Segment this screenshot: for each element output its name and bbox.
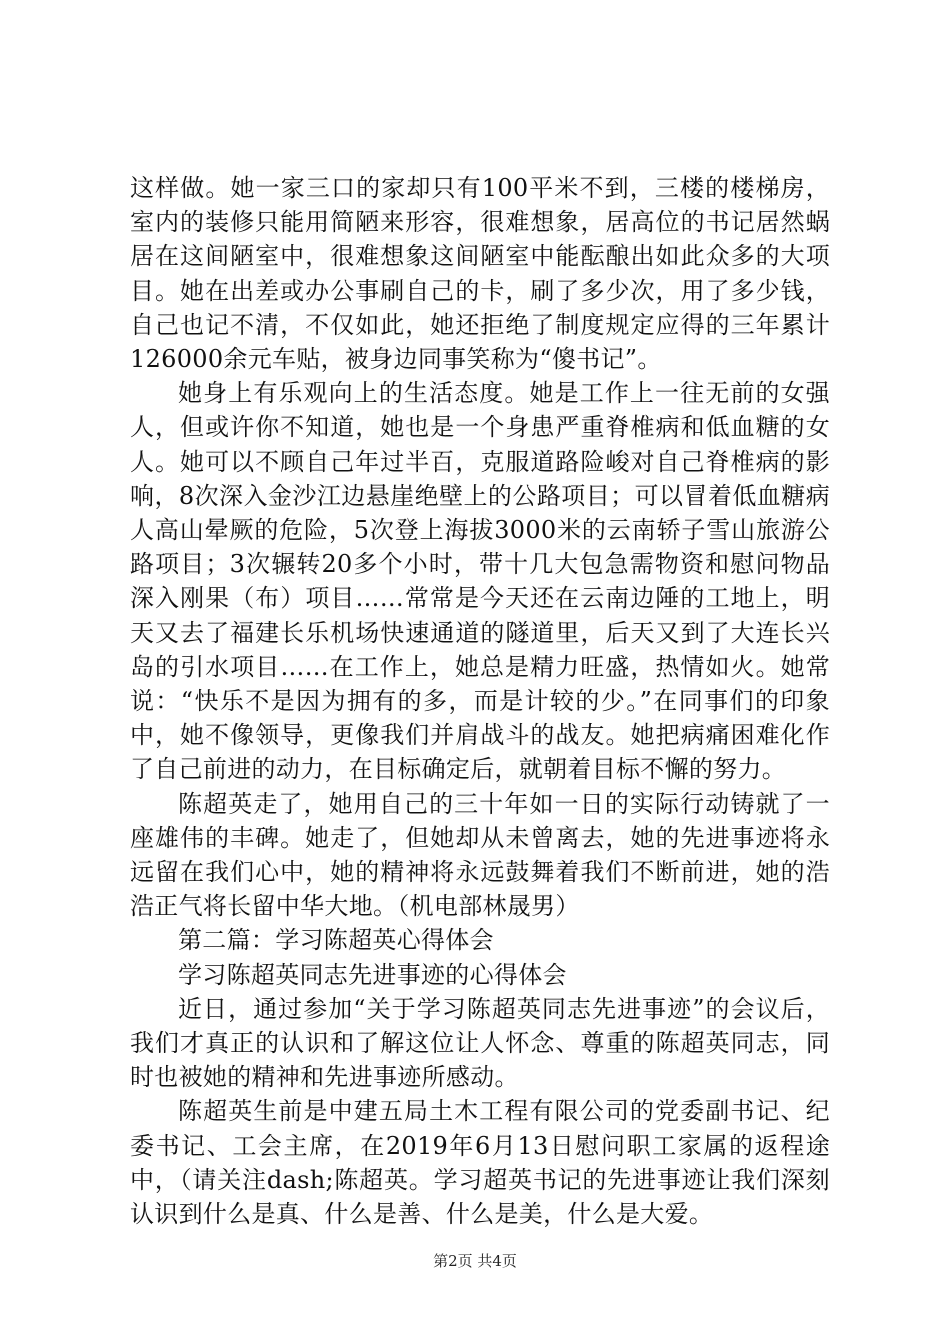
paragraph-4: 近日，通过参加“关于学习陈超英同志先进事迹”的会议后，我们才真正的认识和了解这位让人怀念、尊重的陈超英同志，同时也被她的精神和先进事迹所感动。 [130, 994, 830, 1092]
section-title: 第二篇：学习陈超英心得体会 [178, 926, 494, 955]
article-title: 学习陈超英同志先进事迹的心得体会 [178, 960, 567, 989]
paragraph-5: 陈超英生前是中建五局土木工程有限公司的党委副书记、纪委书记、工会主席，在2019年6月13日慰问职工家属的返程途中，（请关注dash;陈超英。学习超英书记的先进事迹让我们深刻认识到什么是真、什么是善、什么是美，什么是大爱。 [130, 1097, 830, 1229]
paragraph-1: 这样做。她一家三口的家却只有100平米不到，三楼的楼梯房，室内的装修只能用简陋来形容，很难想象，居高位的书记居然蜗居在这间陋室中，很难想象这间陋室中能酝酿出如此众多的大项目。她在出差或办公事刷自己的卡，刷了多少次，用了多少钱，自己也记不清，不仅如此，她还拒绝了制度规定应得的三年累计126000余元车贴，被身边同事笑称为“傻书记”。 [130, 174, 830, 374]
document-body [130, 171, 830, 1231]
paragraph-3: 陈超英走了，她用自己的三十年如一日的实际行动铸就了一座雄伟的丰碑。她走了，但她却从未曾离去，她的先进事迹将永远留在我们心中，她的精神将永远鼓舞着我们不断前进，她的浩浩正气将长留中华大地。（机电部林晟男） [130, 789, 830, 921]
paragraph-2: 她身上有乐观向上的生活态度。她是工作上一往无前的女强人，但或许你不知道，她也是一个身患严重脊椎病和低血糖的女人。她可以不顾自己年过半百，克服道路险峻对自己脊椎病的影响，8次深入金沙江边悬崖绝壁上的公路项目；可以冒着低血糖病人高山晕厥的危险，5次登上海拔3000米的云南轿子雪山旅游公路项目；3次辗转20多个小时，带十几大包急需物资和慰问物品深入刚果（布）项目……常常是今天还在云南边陲的工地上，明天又去了福建长乐机场快速通道的隧道里，后天又到了大连长兴岛的引水项目……在工作上，她总是精力旺盛，热情如火。她常说：“快乐不是因为拥有的多，而是计较的少。”在同事们的印象中，她不像领导，更像我们并肩战斗的战友。她把病痛困难化作了自己前进的动力，在目标确定后，就朝着目标不懈的努力。 [130, 379, 830, 784]
page-footer: 第2页 共4页 [433, 1252, 517, 1270]
